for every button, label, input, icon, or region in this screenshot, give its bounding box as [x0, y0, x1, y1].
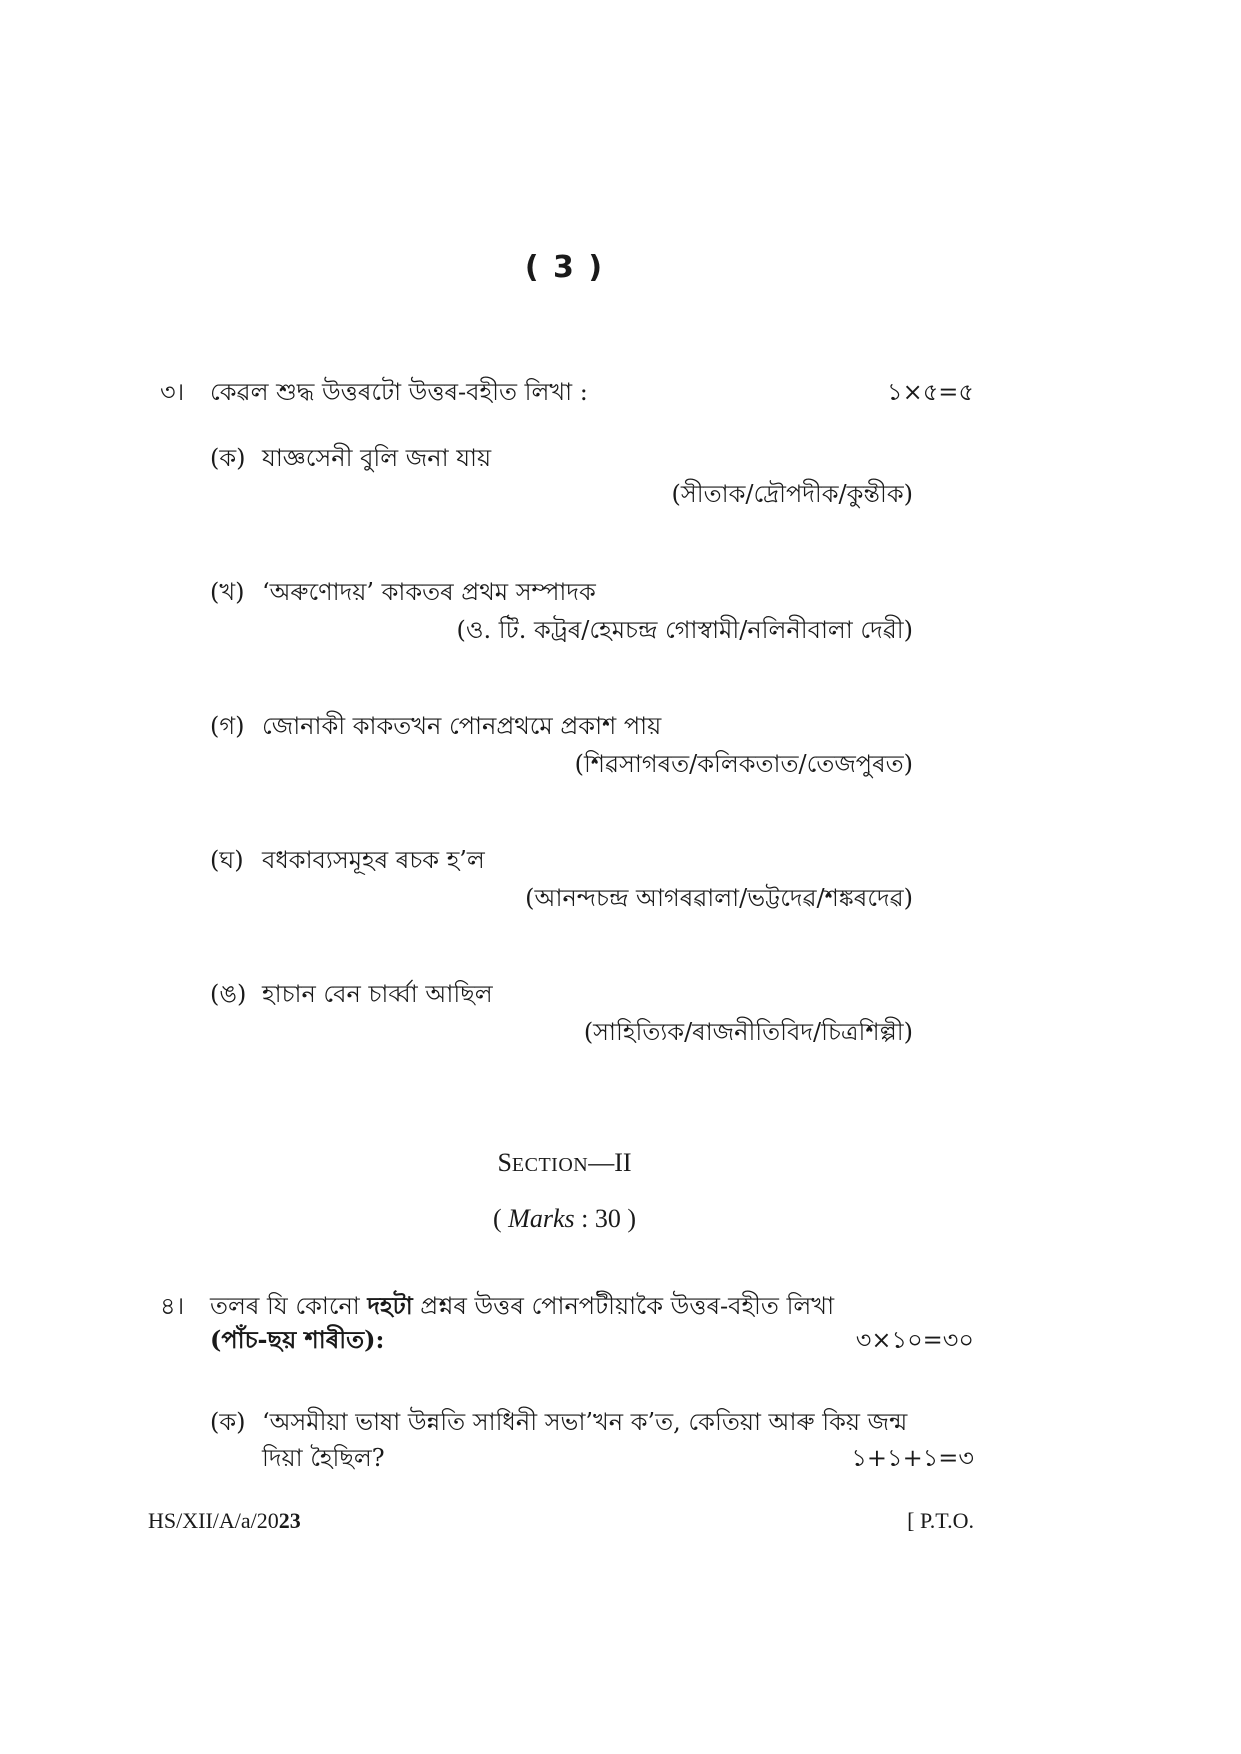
q3-item-options: (সীতাক/দ্ৰৌপদীক/কুন্তীক): [671, 480, 913, 508]
question-4-marks: ৩×১০=৩০: [855, 1326, 974, 1354]
q3-item-text: হাচান বেন চাৰ্ব্বা আছিল: [262, 980, 493, 1008]
q3-item-label: (ঘ): [210, 846, 244, 874]
q3-item-options: (সাহিত্যিক/ৰাজনীতিবিদ/চিত্ৰশিল্পী): [583, 1018, 913, 1046]
q3-item-label: (ক): [210, 444, 246, 472]
question-4-instruction-line2: (পাঁচ-ছয় শাৰীত):: [210, 1325, 385, 1354]
page-number: ( 3 ): [524, 250, 605, 285]
q3-item-label: (গ): [210, 712, 245, 740]
question-4-number: ৪।: [160, 1292, 185, 1320]
q4-item-marks: ১+১+১=৩: [851, 1444, 974, 1472]
q3-item-text: ‘অৰুণোদয়’ কাকতৰ প্ৰথম সম্পাদক: [262, 578, 596, 606]
pto-label: [ P.T.O.: [907, 1508, 974, 1533]
q3-item-text: জোনাকী কাকতখন পোনপ্ৰথমে প্ৰকাশ পায়: [262, 712, 662, 740]
question-3-marks: ১×৫=৫: [887, 378, 974, 406]
q4-item-label: (ক): [210, 1408, 246, 1436]
section-title: SECTION—II: [497, 1148, 632, 1177]
q3-item-label: (ঙ): [210, 980, 247, 1008]
q3-item-text: বধকাব্যসমূহৰ ৰচক হ’ল: [262, 846, 485, 874]
q3-item-options: (আনন্দচন্দ্ৰ আগৰৱালা/ভট্টদেৱ/শঙ্কৰদেৱ): [525, 884, 913, 912]
question-3-instruction: কেৱল শুদ্ধ উত্তৰটো উত্তৰ-বহীত লিখা :: [210, 378, 588, 406]
q3-item-options: (ও. টি. কট্ৰৰ/হেমচন্দ্ৰ গোস্বামী/নলিনীবালা দেৱী): [456, 616, 913, 644]
q3-item-text: যাজ্ঞসেনী বুলি জনা যায়: [262, 444, 492, 472]
q4-item-text-line1: ‘অসমীয়া ভাষা উন্নতি সাধিনী সভা’খন ক’ত, কেতিয়া আৰু কিয় জন্ম: [262, 1408, 908, 1436]
q3-item-options: (শিৱসাগৰত/কলিকতাত/তেজপুৰত): [574, 750, 913, 778]
question-4-instruction: তলৰ যি কোনো দহটা প্ৰশ্নৰ উত্তৰ পোনপটীয়াকৈ উত্তৰ-বহীত লিখা: [210, 1291, 835, 1320]
q3-item-label: (খ): [210, 578, 245, 606]
question-3-number: ৩।: [160, 378, 185, 406]
q4-item-text-line2: দিয়া হৈছিল?: [262, 1444, 385, 1472]
section-marks: ( Marks : 30 ): [493, 1204, 636, 1233]
paper-code: HS/XII/A/a/2023: [148, 1508, 301, 1533]
